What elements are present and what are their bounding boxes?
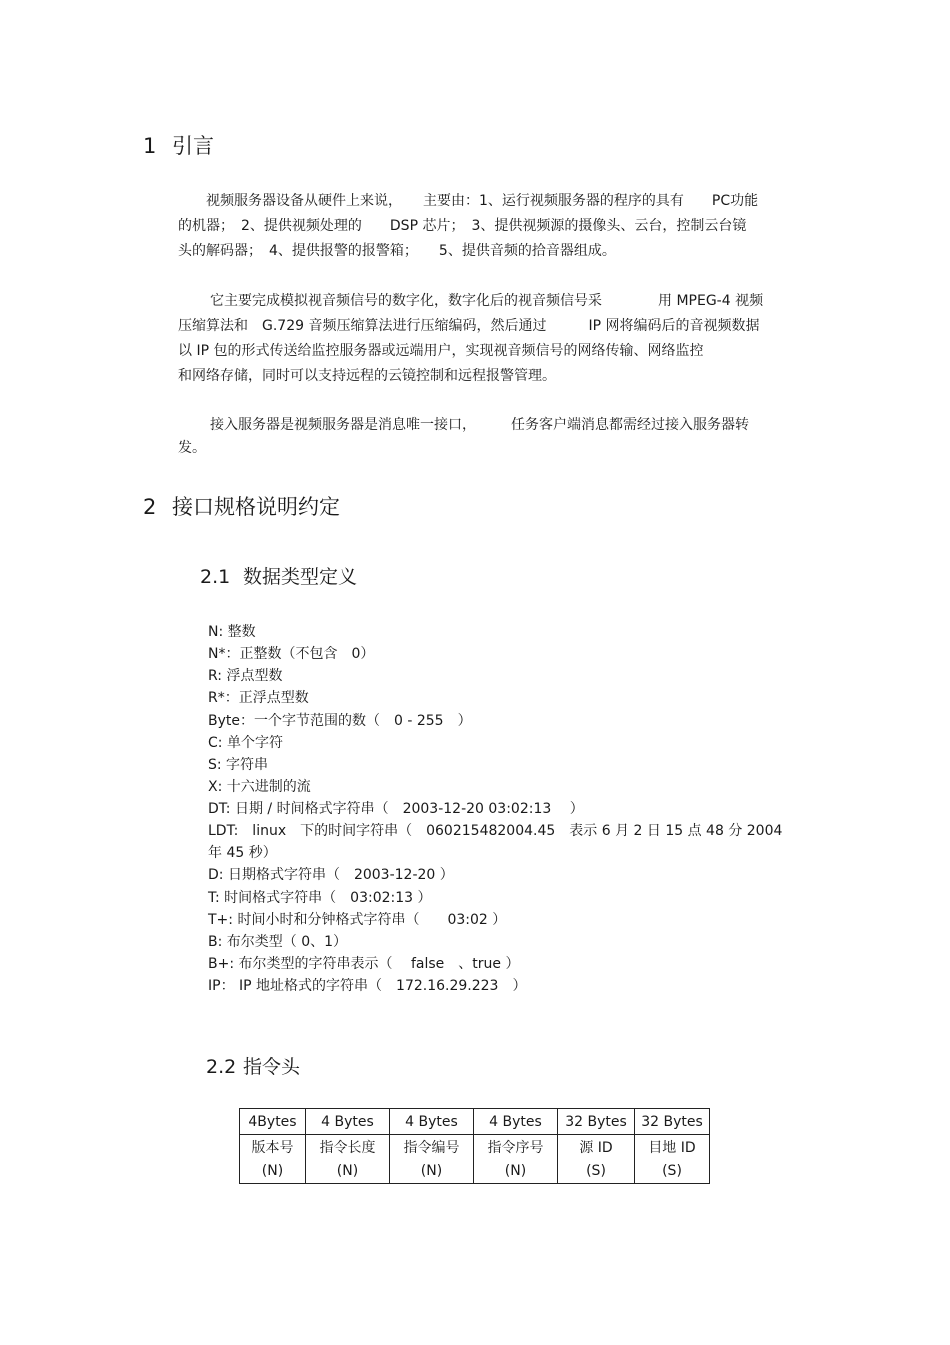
table-cell: (N)	[474, 1159, 558, 1184]
type-def-item: R*：正浮点型数	[208, 690, 309, 706]
section-2-title: 接口规格说明约定	[172, 495, 340, 519]
type-def-item: 年 45 秒）	[208, 845, 277, 861]
command-header-table	[239, 1108, 710, 1184]
table-cell: 目地 ID	[635, 1135, 710, 1160]
para3-line1: 接入服务器是视频服务器是消息唯一接口， 任务客户端消息都需经过接入服务器转	[210, 417, 749, 433]
type-def-item: T+: 时间小时和分钟格式字符串（ 03:02 ）	[208, 912, 507, 928]
subsection-2-1-heading	[200, 562, 357, 589]
table-cell: 源 ID	[558, 1135, 635, 1160]
table-cell: (N)	[240, 1159, 306, 1184]
type-def-item: DT: 日期 / 时间格式字符串（ 2003-12-20 03:02:13 ）	[208, 801, 584, 817]
table-cell: (S)	[635, 1159, 710, 1184]
table-cell: (S)	[558, 1159, 635, 1184]
type-def-item: X: 十六进制的流	[208, 779, 311, 795]
table-cell: 指令序号	[474, 1135, 558, 1160]
table-cell: 指令长度	[306, 1135, 390, 1160]
table-cell: 32 Bytes	[635, 1109, 710, 1135]
table-cell: 32 Bytes	[558, 1109, 635, 1135]
table-cell: 4 Bytes	[474, 1109, 558, 1135]
table-row	[240, 1109, 710, 1135]
section-1-heading	[143, 130, 214, 160]
para2-line3: 以 IP 包的形式传送给监控服务器或远端用户，实现视音频信号的网络传输、网络监控	[178, 343, 704, 359]
type-def-item: N*：正整数（不包含 0）	[208, 646, 375, 662]
table-cell: (N)	[306, 1159, 390, 1184]
para1-line2: 的机器； 2、提供视频处理的 DSP 芯片； 3、提供视频源的摄像头、云台，控制云台镜	[178, 218, 747, 234]
table-cell: 版本号	[240, 1135, 306, 1160]
para3-line2: 发。	[178, 440, 206, 456]
type-def-item: D: 日期格式字符串（ 2003-12-20 ）	[208, 867, 454, 883]
type-def-item: N: 整数	[208, 624, 256, 640]
para2-line2: 压缩算法和 G.729 音频压缩算法进行压缩编码，然后通过 IP 网将编码后的音视频数据	[178, 318, 760, 334]
type-def-item: C: 单个字符	[208, 735, 283, 751]
type-def-item: Byte：一个字节范围的数（ 0 - 255 ）	[208, 713, 472, 729]
type-def-item: T: 时间格式字符串（ 03:02:13 ）	[208, 890, 432, 906]
type-def-item: IP： IP 地址格式的字符串（ 172.16.29.223 ）	[208, 978, 527, 994]
subsection-2-2-number: 2.2	[206, 1056, 237, 1078]
subsection-2-1-number: 2.1	[200, 566, 231, 588]
section-2-heading	[143, 491, 340, 521]
para2-line4: 和网络存储，同时可以支持远程的云镜控制和远程报警管理。	[178, 368, 556, 384]
type-def-item: LDT: linux 下的时间字符串（ 060215482004.45 表示 6 月 2 日 15 点 48 分 2004	[208, 823, 783, 839]
section-1-number: 1	[143, 134, 157, 158]
table-cell: 4 Bytes	[390, 1109, 474, 1135]
para2-line1: 它主要完成模拟视音频信号的数字化，数字化后的视音频信号采 用 MPEG-4 视频	[210, 293, 764, 309]
table-cell: 4 Bytes	[306, 1109, 390, 1135]
subsection-2-2-heading	[206, 1052, 300, 1079]
para1-line1: 视频服务器设备从硬件上来说， 主要由：1、运行视频服务器的程序的具有 PC功能	[206, 193, 759, 209]
section-2-number: 2	[143, 495, 157, 519]
subsection-2-2-title: 指令头	[243, 1056, 301, 1078]
para1-line3: 头的解码器； 4、提供报警的报警箱； 5、提供音频的拾音器组成。	[178, 243, 616, 259]
table-cell: (N)	[390, 1159, 474, 1184]
type-def-item: S: 字符串	[208, 757, 269, 773]
type-def-item: B: 布尔类型（ 0、1）	[208, 934, 348, 950]
section-1-title: 引言	[172, 134, 214, 158]
type-def-item: R: 浮点型数	[208, 668, 283, 684]
type-def-item: B+: 布尔类型的字符串表示（ false 、true ）	[208, 956, 520, 972]
subsection-2-1-title: 数据类型定义	[243, 566, 358, 588]
table-cell: 4Bytes	[240, 1109, 306, 1135]
table-cell: 指令编号	[390, 1135, 474, 1160]
table-row	[240, 1135, 710, 1160]
table-row	[240, 1159, 710, 1184]
